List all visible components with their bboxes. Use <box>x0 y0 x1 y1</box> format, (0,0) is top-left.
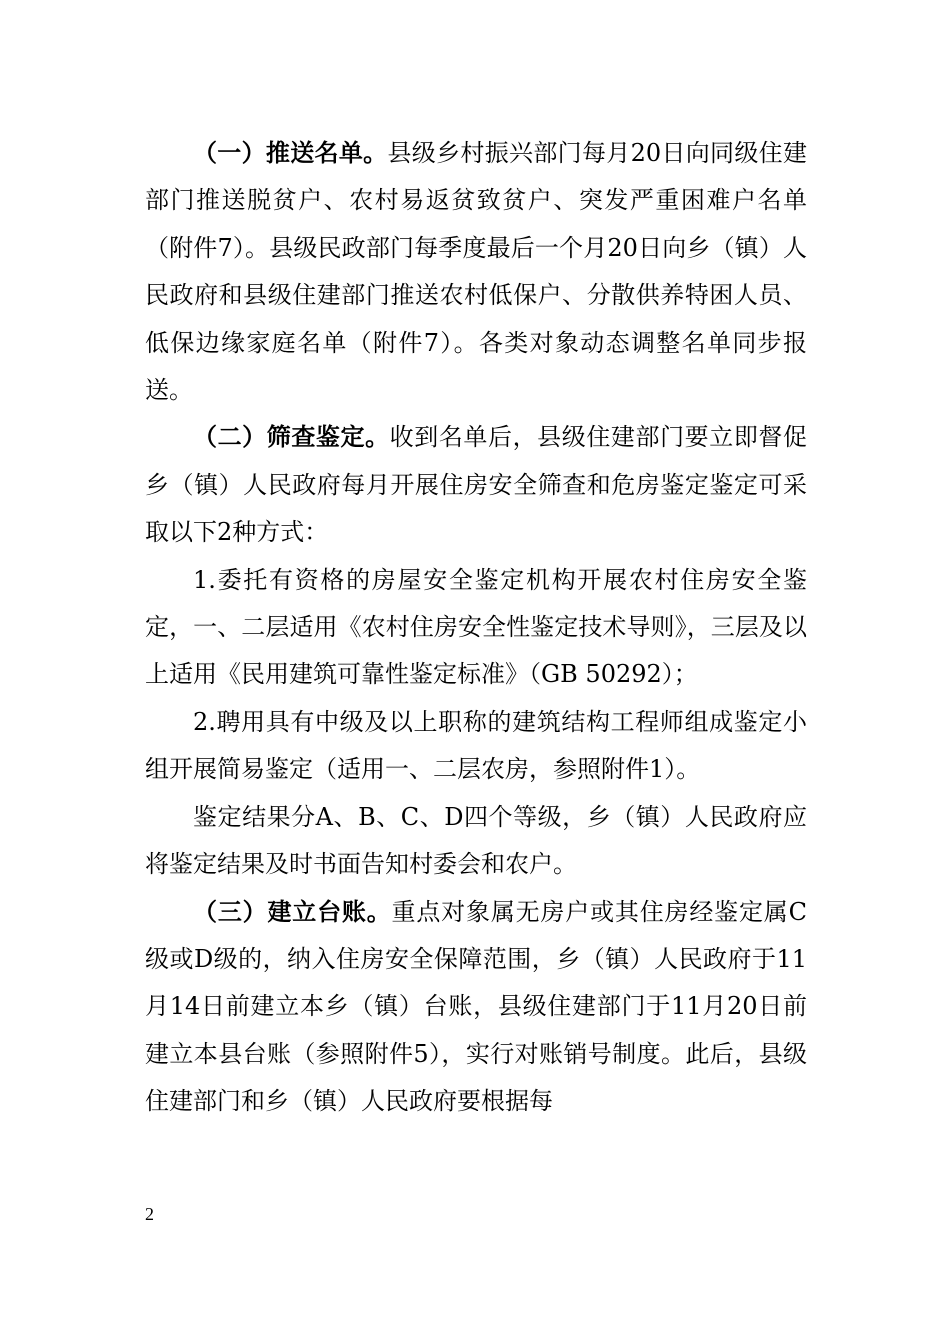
list-item-method-1 <box>145 557 807 699</box>
paragraph-screening <box>145 414 807 556</box>
document-body <box>145 130 807 1126</box>
paragraph-text: 1.委托有资格的房屋安全鉴定机构开展农村住房安全鉴定，一、二层适用《农村住房安全性鉴定技术导则》，三层及以上适用《民用建筑可靠性鉴定标准》（GB 50292）； <box>145 565 807 689</box>
page-number: 2 <box>145 1204 154 1224</box>
section-heading-push-list: （一）推送名单。 <box>193 139 388 167</box>
paragraph-text: 2.聘用具有中级及以上职称的建筑结构工程师组成鉴定小组开展简易鉴定（适用一、二层农房，参照附件1）。 <box>145 707 807 784</box>
list-item-method-2 <box>145 699 807 794</box>
paragraph-results <box>145 794 807 889</box>
paragraph-text: 重点对象属无房户或其住房经鉴定属C级或D级的，纳入住房安全保障范围，乡（镇）人民政府于11月14日前建立本乡（镇）台账，县级住建部门于11月20日前建立本县台账（参照附件5），实行对账销号制度。此后，县级住建部门和乡（镇）人民政府要根据每 <box>145 897 807 1116</box>
paragraph-text: 鉴定结果分A、B、C、D四个等级，乡（镇）人民政府应将鉴定结果及时书面告知村委会和农户。 <box>145 802 807 879</box>
section-heading-screening: （二）筛查鉴定。 <box>193 423 390 452</box>
paragraph-text: 县级乡村振兴部门每月20日向同级住建部门推送脱贫户、农村易返贫致贫户、突发严重困难户名单（附件7）。县级民政部门每季度最后一个月20日向乡（镇）人民政府和县级住建部门推送农村低保户、分散供养特困人员、低保边缘家庭名单（附件7）。各类对象动态调整名单同步报送。 <box>145 139 807 405</box>
section-heading-ledger: （三）建立台账。 <box>193 897 392 926</box>
paragraph-text: 收到名单后，县级住建部门要立即督促乡（镇）人民政府每月开展住房安全筛查和危房鉴定鉴定可采取以下2种方式： <box>145 423 808 547</box>
paragraph-ledger <box>145 889 807 1126</box>
paragraph-push-list <box>145 130 807 414</box>
